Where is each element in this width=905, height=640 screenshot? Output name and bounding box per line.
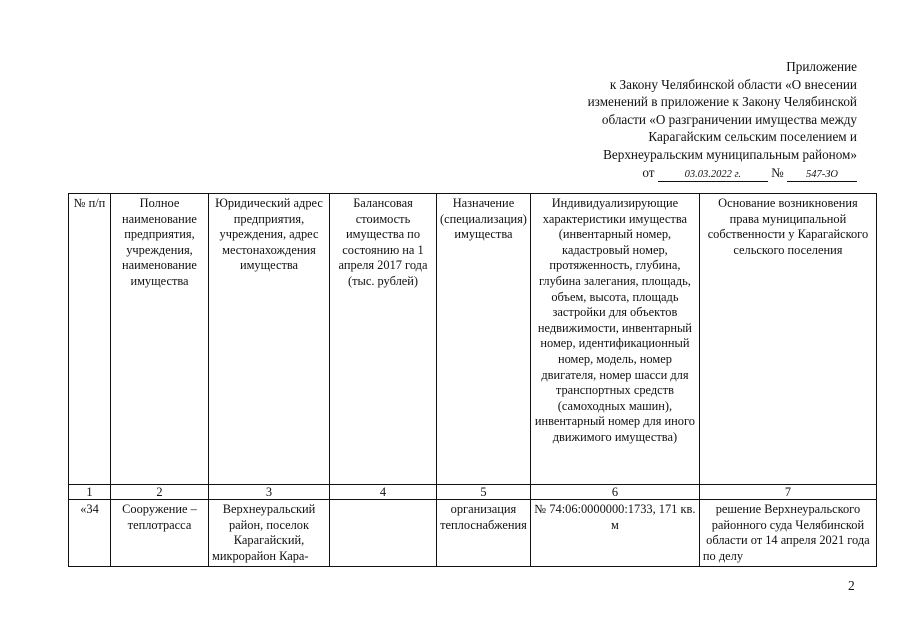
table-header-row	[69, 194, 877, 485]
header-purpose: Назначение (специализация) имущества	[437, 194, 531, 485]
header-line-5: Карагайским сельским поселением и	[648, 129, 857, 145]
from-label: от	[642, 164, 655, 180]
property-table	[68, 193, 877, 567]
column-number: 6	[530, 485, 699, 500]
header-address: Юридический адрес предприятия, учреждения, адрес местонахождения имущества	[209, 194, 330, 485]
law-date-line	[460, 164, 857, 182]
row-purpose: организация теплоснабжения	[437, 500, 531, 567]
row-value	[330, 500, 437, 567]
row-basis: решение Верхнеуральского районного суда Челябинской области от 14 апреля 2021 года по делу	[699, 500, 876, 567]
column-number: 1	[69, 485, 111, 500]
row-name: Сооружение – теплотрасса	[111, 500, 209, 567]
header-line-2: к Закону Челябинской области «О внесении	[609, 76, 857, 92]
header-line-3: изменений в приложение к Закону Челябинской	[587, 94, 857, 110]
header-basis: Основание возникновения права муниципальной собственности у Карагайского сельского поселения	[699, 194, 876, 485]
header-line-1: Приложение	[786, 59, 857, 74]
header-num: № п/п	[69, 194, 111, 485]
column-number: 5	[437, 485, 531, 500]
column-number: 4	[330, 485, 437, 500]
number-label: №	[771, 164, 784, 180]
header-value: Балансовая стоимость имущества по состоянию на 1 апреля 2017 года (тыс. рублей)	[330, 194, 437, 485]
document-header	[460, 58, 857, 182]
page-number: 2	[848, 578, 855, 593]
header-line-4: области «О разграничении имущества между	[601, 111, 857, 127]
header-name: Полное наименование предприятия, учреждения, наименование имущества	[111, 194, 209, 485]
column-number-row	[69, 485, 877, 500]
row-address: Верхнеуральский район, поселок Карагайский, микрорайон Кара-	[209, 500, 330, 567]
column-number: 7	[699, 485, 876, 500]
row-num: «34	[69, 500, 111, 567]
law-date: 03.03.2022 г.	[658, 169, 768, 182]
column-number: 3	[209, 485, 330, 500]
header-line-6: Верхнеуральским муниципальным районом»	[603, 146, 857, 162]
header-characteristics: Индивидуализирующие характеристики имущества (инвентарный номер, кадастровый номер, протяженность, глубина, глубина залегания, площадь, объем, высота, площадь застройки для объектов недвижимости, инвентарный номер, идентификационный номер, модель, номер двигателя, номер шасси для транспортных средств (самоходных машин), инвентарный номер для иного движимого имущества)	[530, 194, 699, 485]
law-number: 547-ЗО	[787, 169, 857, 182]
row-characteristics: № 74:06:0000000:1733, 171 кв. м	[530, 500, 699, 567]
table-row	[69, 500, 877, 567]
column-number: 2	[111, 485, 209, 500]
